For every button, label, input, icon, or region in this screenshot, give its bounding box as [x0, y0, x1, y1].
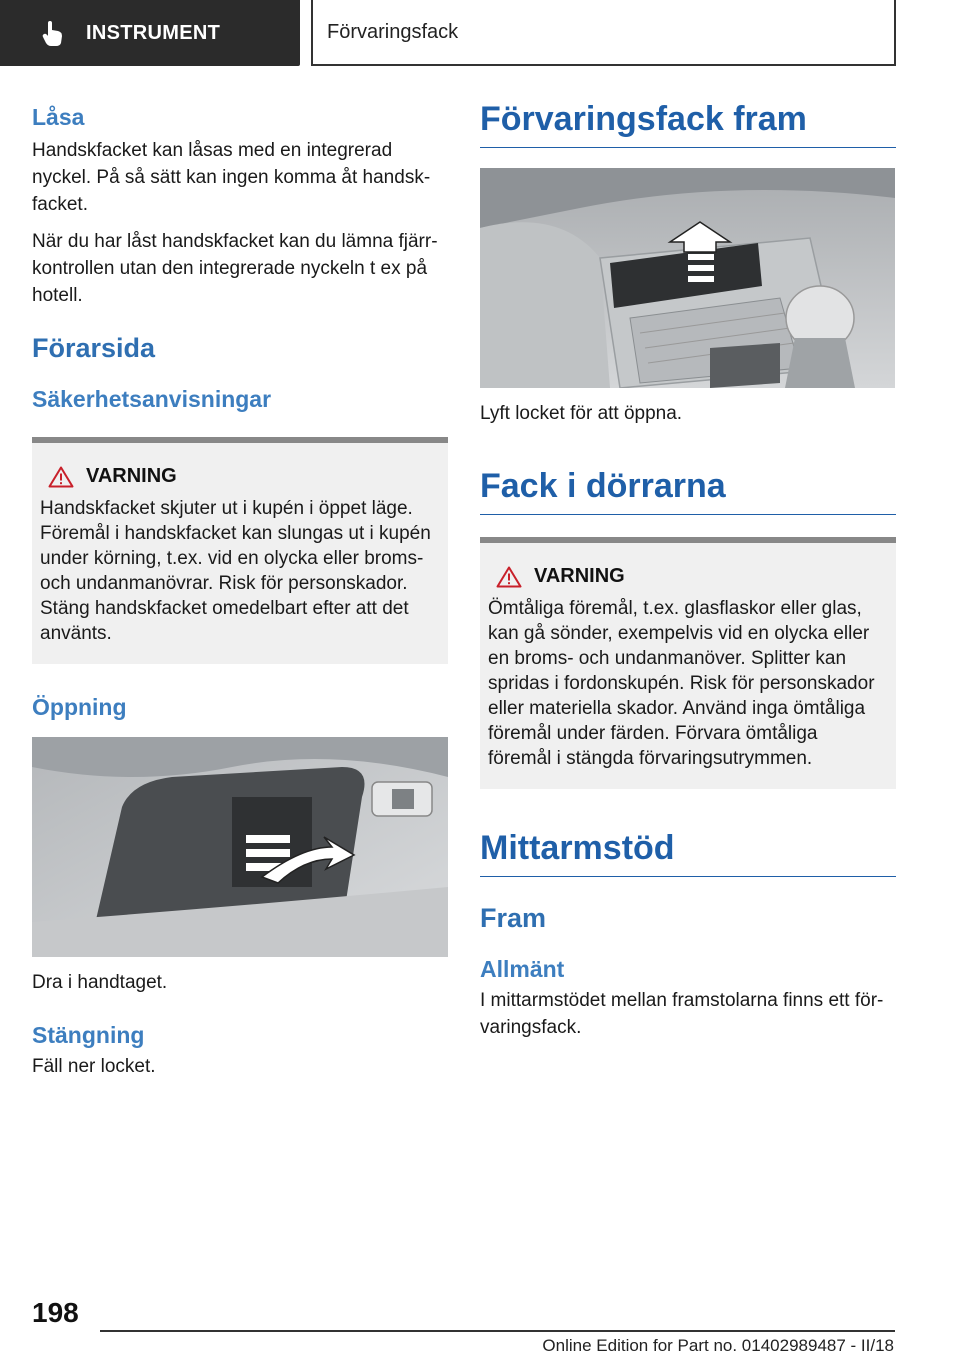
warning-triangle-icon — [48, 466, 74, 488]
heading-fack-i-dorrarna: Fack i dörrarna — [480, 467, 896, 515]
lasa-paragraph-1: Handskfacket kan låsas med en integrerad nyckel. På så sätt kan ingen komma åt handskfacket. — [32, 140, 431, 215]
warning-triangle-icon — [496, 566, 522, 588]
heading-oppning: Öppning — [32, 694, 127, 720]
edition-text: Online Edition for Part no. 01402989487 - II/18 — [542, 1336, 894, 1355]
heading-lasa: Låsa — [32, 104, 85, 130]
allmant-text: I mittarmstödet mellan framstolarna finns ett förvaringsfack. — [480, 990, 884, 1038]
heading-allmant: Allmänt — [480, 956, 565, 982]
front-storage-illustration — [480, 168, 895, 388]
warning-box-glovebox — [32, 437, 448, 664]
page-number: 198 — [32, 1297, 79, 1328]
heading-forarsida: Förarsida — [32, 333, 156, 363]
section-tab — [0, 0, 300, 66]
stangning-text: Fäll ner locket. — [32, 1056, 156, 1077]
warning-label: VARNING — [534, 565, 625, 587]
chapter-header — [311, 0, 896, 66]
warning-text: Ömtåliga föremål, t.ex. glasflaskor eller glas, kan gå sönder, exempelvis vid en olycka eller en broms- och undanmanöver. Splitter kan spridas i fordonskupén. Risk för personskador eller materiella skador. Använd inga ömtåliga föremål under färden. Förvara ömtåliga föremål i stängda förvaringsutrymmen. — [488, 598, 875, 769]
heading-fram: Fram — [480, 903, 547, 933]
right-column — [480, 100, 896, 1041]
warning-label: VARNING — [86, 465, 177, 487]
warning-box-door-compartment — [480, 537, 896, 789]
left-column — [32, 100, 448, 1080]
warning-text: Handskfacket skjuter ut i kupén i öppet läge. Föremål i handskfacket kan slungas ut i kupén under körning, t.ex. vid en olycka eller broms- och undanmanövrar. Risk för personskador. Stäng handskfacket omedelbart efter att det använts. — [40, 498, 431, 644]
lasa-paragraph-2: När du har låst handskfacket kan du lämna fjärrkontrollen utan den integrerade nyckeln t ex på hotell. — [32, 231, 438, 306]
warning-header — [40, 465, 438, 488]
section-label: INSTRUMENT — [86, 21, 221, 44]
glovebox-handle-illustration — [32, 737, 448, 957]
footer-divider — [100, 1330, 895, 1332]
caption-lyft-locket: Lyft locket för att öppna. — [480, 403, 683, 424]
heading-mittarmstod: Mittarmstöd — [480, 829, 896, 877]
chapter-title: Förvaringsfack — [327, 20, 459, 43]
caption-dra-i-handtaget: Dra i handtaget. — [32, 972, 168, 993]
heading-forvaringsfack-fram: Förvaringsfack fram — [480, 100, 896, 148]
hand-pointer-icon — [38, 18, 68, 48]
heading-stangning: Stängning — [32, 1022, 145, 1048]
warning-header — [488, 565, 886, 588]
heading-sakerhetsanvisningar: Säkerhetsanvisningar — [32, 386, 272, 412]
